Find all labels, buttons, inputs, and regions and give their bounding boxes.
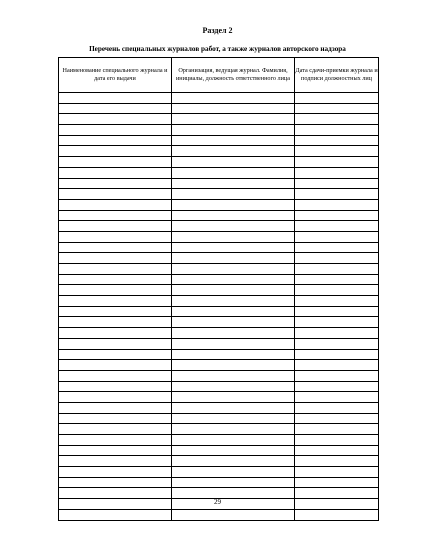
table-cell	[295, 210, 379, 221]
table-row	[59, 242, 379, 253]
table-row	[59, 338, 379, 349]
table-row	[59, 221, 379, 232]
table-cell	[59, 146, 172, 157]
table-row	[59, 381, 379, 392]
table-cell	[59, 317, 172, 328]
table-cell	[172, 296, 295, 307]
table-cell	[295, 221, 379, 232]
table-cell	[59, 413, 172, 424]
table-cell	[172, 210, 295, 221]
table-cell	[59, 467, 172, 478]
table-cell	[59, 445, 172, 456]
table-row	[59, 402, 379, 413]
table-cell	[295, 285, 379, 296]
page-number: 29	[214, 498, 221, 506]
table-cell	[59, 381, 172, 392]
table-cell	[295, 360, 379, 371]
table-row	[59, 509, 379, 520]
table-cell	[295, 306, 379, 317]
table-row	[59, 317, 379, 328]
table-row	[59, 125, 379, 136]
table-cell	[295, 402, 379, 413]
table-cell	[59, 402, 172, 413]
table-cell	[172, 146, 295, 157]
table-cell	[172, 199, 295, 210]
table-cell	[295, 381, 379, 392]
table-cell	[295, 424, 379, 435]
table-cell	[59, 114, 172, 125]
table-cell	[59, 210, 172, 221]
journal-table	[58, 57, 379, 521]
table-cell	[295, 157, 379, 168]
table-cell	[172, 477, 295, 488]
table-cell	[59, 178, 172, 189]
table-cell	[172, 221, 295, 232]
table-cell	[59, 456, 172, 467]
table-title: Перечень специальных журналов работ, а также журналов авторского надзора	[89, 45, 346, 53]
table-cell	[295, 178, 379, 189]
table-cell	[172, 264, 295, 275]
table-row	[59, 231, 379, 242]
table-cell	[172, 435, 295, 446]
table-cell	[172, 157, 295, 168]
table-cell	[295, 199, 379, 210]
table-cell	[59, 231, 172, 242]
table-row	[59, 285, 379, 296]
table-row	[59, 435, 379, 446]
table-row	[59, 296, 379, 307]
table-cell	[295, 125, 379, 136]
table-cell	[59, 338, 172, 349]
table-cell	[59, 296, 172, 307]
table-cell	[172, 456, 295, 467]
table-cell	[172, 125, 295, 136]
table-cell	[59, 477, 172, 488]
table-cell	[295, 467, 379, 478]
table-row	[59, 413, 379, 424]
table-row	[59, 328, 379, 339]
table-row	[59, 467, 379, 478]
table-cell	[295, 509, 379, 520]
table-cell	[295, 445, 379, 456]
table-cell	[172, 231, 295, 242]
table-cell	[59, 189, 172, 200]
table-cell	[59, 135, 172, 146]
table-cell	[59, 306, 172, 317]
table-cell	[172, 338, 295, 349]
table-cell	[172, 381, 295, 392]
column-header-organization: Организация, ведущая журнал. Фамилия, инициалы, должность ответственного лица	[172, 58, 295, 93]
table-cell	[59, 264, 172, 275]
table-row	[59, 210, 379, 221]
table-row	[59, 189, 379, 200]
table-cell	[172, 413, 295, 424]
table-row	[59, 146, 379, 157]
table-row	[59, 103, 379, 114]
table-cell	[295, 274, 379, 285]
table-cell	[172, 317, 295, 328]
table-cell	[172, 445, 295, 456]
table-cell	[295, 349, 379, 360]
table-row	[59, 157, 379, 168]
column-header-handover-date: Дата сдачи-приемки журнала и подписи должностных лиц	[295, 58, 379, 93]
table-cell	[172, 178, 295, 189]
table-cell	[172, 360, 295, 371]
table-cell	[172, 253, 295, 264]
table-cell	[295, 135, 379, 146]
table-cell	[59, 274, 172, 285]
table-header-row	[59, 58, 379, 93]
table-row	[59, 199, 379, 210]
table-cell	[59, 103, 172, 114]
table-row	[59, 445, 379, 456]
table-cell	[295, 328, 379, 339]
table-row	[59, 349, 379, 360]
table-cell	[59, 167, 172, 178]
table-cell	[295, 253, 379, 264]
table-row	[59, 167, 379, 178]
table-cell	[59, 349, 172, 360]
table-row	[59, 370, 379, 381]
table-cell	[295, 167, 379, 178]
table-cell	[295, 317, 379, 328]
table-row	[59, 93, 379, 104]
table-body	[59, 93, 379, 521]
table-cell	[172, 135, 295, 146]
table-cell	[295, 231, 379, 242]
table-cell	[295, 370, 379, 381]
table-cell	[172, 242, 295, 253]
table-cell	[59, 157, 172, 168]
table-cell	[295, 242, 379, 253]
table-cell	[59, 253, 172, 264]
table-cell	[172, 167, 295, 178]
table-row	[59, 135, 379, 146]
table-cell	[59, 435, 172, 446]
table-cell	[295, 296, 379, 307]
table-cell	[59, 392, 172, 403]
table-cell	[172, 306, 295, 317]
section-title: Раздел 2	[202, 26, 233, 35]
table-cell	[295, 435, 379, 446]
table-cell	[295, 338, 379, 349]
table-row	[59, 360, 379, 371]
table-cell	[295, 264, 379, 275]
table-cell	[295, 456, 379, 467]
table-cell	[59, 93, 172, 104]
column-header-journal-name: Наименование специального журнала и дата его выдачи	[59, 58, 172, 93]
table-row	[59, 274, 379, 285]
table-row	[59, 264, 379, 275]
table-cell	[172, 274, 295, 285]
table-cell	[295, 114, 379, 125]
table-cell	[172, 103, 295, 114]
table-cell	[295, 146, 379, 157]
table-cell	[172, 467, 295, 478]
table-row	[59, 392, 379, 403]
table-row	[59, 178, 379, 189]
table-cell	[172, 349, 295, 360]
table-cell	[172, 424, 295, 435]
table-cell	[172, 370, 295, 381]
table-cell	[295, 392, 379, 403]
table-row	[59, 477, 379, 488]
table-row	[59, 114, 379, 125]
table-cell	[172, 189, 295, 200]
table-cell	[59, 285, 172, 296]
table-cell	[59, 199, 172, 210]
table-row	[59, 253, 379, 264]
table-row	[59, 306, 379, 317]
table-row	[59, 424, 379, 435]
table-cell	[59, 328, 172, 339]
table-cell	[59, 360, 172, 371]
table-cell	[172, 285, 295, 296]
table-cell	[295, 413, 379, 424]
table-cell	[59, 125, 172, 136]
table-cell	[172, 402, 295, 413]
table-cell	[295, 93, 379, 104]
table-cell	[172, 392, 295, 403]
table-cell	[172, 509, 295, 520]
table-cell	[172, 114, 295, 125]
table-cell	[172, 328, 295, 339]
table-cell	[59, 509, 172, 520]
table-cell	[295, 189, 379, 200]
table-cell	[59, 242, 172, 253]
table-cell	[295, 103, 379, 114]
table-row	[59, 456, 379, 467]
table-cell	[59, 424, 172, 435]
table-cell	[295, 477, 379, 488]
table-cell	[59, 370, 172, 381]
table-cell	[59, 221, 172, 232]
table-cell	[172, 93, 295, 104]
